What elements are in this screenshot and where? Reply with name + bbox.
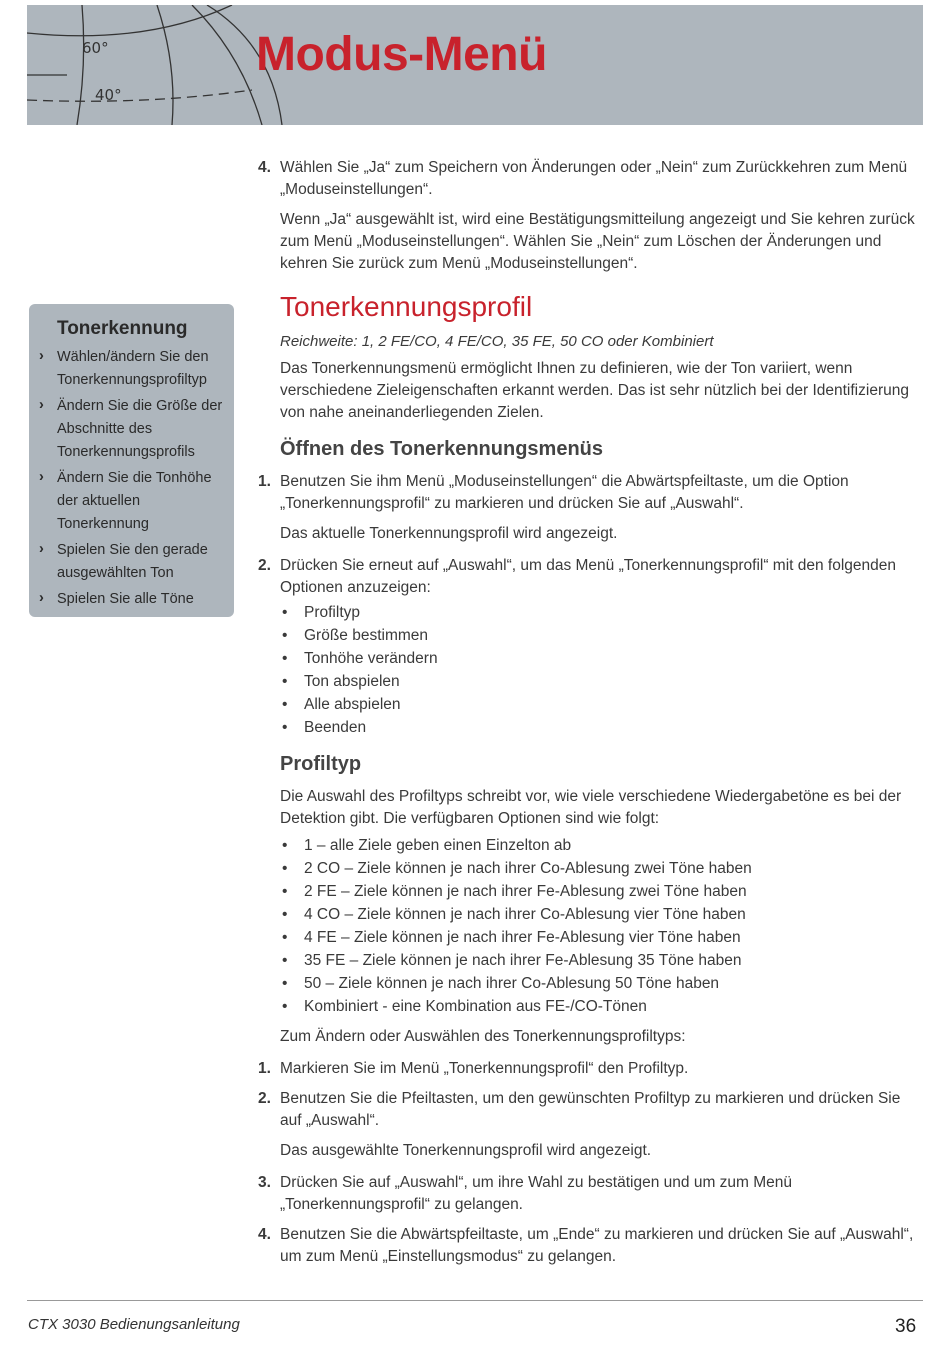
page-number: 36 [895, 1316, 917, 1337]
list-item: • Tonhöhe verändern [280, 647, 922, 670]
list-item: • 4 FE – Ziele können je nach ihrer Fe-Ablesung vier Töne haben [280, 926, 922, 949]
intro-step-4 [258, 157, 922, 201]
globe-latitude-60: 60° [82, 39, 109, 57]
change-step-3 [258, 1172, 922, 1216]
profile-type-heading: Profiltyp [280, 753, 362, 775]
step-text: Benutzen Sie die Pfeiltasten, um den gewünschten Profiltyp zu markieren und drücken Sie auf „Auswahl“. [280, 1090, 901, 1129]
list-item: • Profiltyp [280, 601, 922, 624]
main-content [258, 157, 922, 1276]
change-intro: Zum Ändern oder Auswählen des Tonerkennungsprofiltyps: [280, 1028, 686, 1045]
sidebar-item: › Ändern Sie die Tonhöhe der aktuellen Tonerkennung [29, 467, 224, 536]
list-item: • 50 – Ziele können je nach ihrer Co-Ablesung 50 Töne haben [280, 972, 922, 995]
list-item: • Alle abspielen [280, 693, 922, 716]
globe-latitude-40: 40° [95, 86, 122, 104]
step-number: 2. [258, 1090, 271, 1107]
globe-icon [27, 5, 287, 125]
list-item: • 1 – alle Ziele geben einen Einzelton ab [280, 834, 922, 857]
list-item: • Beenden [280, 716, 922, 739]
list-item: • 4 CO – Ziele können je nach ihrer Co-Ablesung vier Töne haben [280, 903, 922, 926]
footer-divider [27, 1300, 923, 1301]
open-step-2 [258, 555, 922, 599]
change-step-4 [258, 1224, 922, 1268]
step-text: Markieren Sie im Menü „Tonerkennungsprofil“ den Profiltyp. [280, 1060, 689, 1077]
step-text: Benutzen Sie die Abwärtspfeiltaste, um „Ende“ zu markieren und drücken Sie auf „Auswahl“, um zum Menü „Einstellungsmodus“ zu gelangen. [280, 1226, 914, 1265]
section-title: Tonerkennungsprofil [280, 291, 533, 322]
step-number: 3. [258, 1174, 271, 1191]
step-number: 1. [258, 1060, 271, 1077]
sidebar-item: › Wählen/ändern Sie den Tonerkennungsprofiltyp [29, 346, 224, 392]
sidebar-title: Tonerkennung [57, 318, 188, 339]
step-text: Wählen Sie „Ja“ zum Speichern von Änderungen oder „Nein“ zum Zurückkehren zum Menü „Moduseinstellungen“. [280, 159, 908, 198]
list-item: • 2 FE – Ziele können je nach ihrer Fe-Ablesung zwei Töne haben [280, 880, 922, 903]
list-item: • Kombiniert - eine Kombination aus FE-/CO-Tönen [280, 995, 922, 1018]
step-text: Drücken Sie auf „Auswahl“, um ihre Wahl zu bestätigen und um zum Menü „Tonerkennungsprofil“ zu gelangen. [280, 1174, 793, 1213]
step-number: 4. [258, 159, 271, 176]
profile-type-description: Die Auswahl des Profiltyps schreibt vor, wie viele verschiedene Wiedergabetöne es bei der Detektion gibt. Die verfügbaren Optionen sind wie folgt: [280, 788, 902, 827]
step-number: 2. [258, 557, 271, 574]
list-item: • Größe bestimmen [280, 624, 922, 647]
open-step-1 [258, 471, 922, 515]
open-step-1-note: Das aktuelle Tonerkennungsprofil wird angezeigt. [280, 525, 618, 542]
options-list [280, 601, 922, 739]
list-item: • 2 CO – Ziele können je nach ihrer Co-Ablesung zwei Töne haben [280, 857, 922, 880]
intro-step-4-note: Wenn „Ja“ ausgewählt ist, wird eine Bestätigungsmitteilung angezeigt und Sie kehren zurück zum Menü „Moduseinstellungen“. Wählen Sie „Nein“ zum Löschen der Änderungen und kehren Sie zurück zum Menü „Moduseinstellungen“. [280, 211, 915, 272]
sidebar-box [29, 304, 234, 617]
change-step-1 [258, 1058, 922, 1080]
page-header [27, 5, 923, 125]
step-text: Benutzen Sie ihm Menü „Moduseinstellungen“ die Abwärtspfeiltaste, um die Option „Tonerkennungsprofil“ zu markieren und drücken Sie auf „Auswahl“. [280, 473, 849, 512]
sidebar-list [29, 346, 224, 611]
profile-types-list [280, 834, 922, 1018]
footer-manual-title: CTX 3030 Bedienungsanleitung [28, 1316, 240, 1333]
sidebar-item: › Ändern Sie die Größe der Abschnitte des Tonerkennungsprofils [29, 395, 224, 464]
change-step-2 [258, 1088, 922, 1132]
step-number: 1. [258, 473, 271, 490]
sidebar-item: › Spielen Sie alle Töne [29, 588, 224, 611]
open-menu-heading: Öffnen des Tonerkennungsmenüs [280, 438, 603, 460]
section-range: Reichweite: 1, 2 FE/CO, 4 FE/CO, 35 FE, 50 CO oder Kombiniert [280, 333, 714, 350]
section-description: Das Tonerkennungsmenü ermöglicht Ihnen zu definieren, wie der Ton variiert, wenn verschiedene Zieleigenschaften erkannt werden. Das ist sehr nützlich bei der Identifizierung von nahe aneinanderliegenden Zielen. [280, 360, 909, 421]
page-title: Modus-Menü [256, 28, 547, 81]
list-item: • Ton abspielen [280, 670, 922, 693]
step-text: Drücken Sie erneut auf „Auswahl“, um das Menü „Tonerkennungsprofil“ mit den folgenden Optionen anzuzeigen: [280, 557, 897, 596]
sidebar-item: › Spielen Sie den gerade ausgewählten Ton [29, 539, 224, 585]
step-number: 4. [258, 1226, 271, 1243]
change-step-2-note: Das ausgewählte Tonerkennungsprofil wird angezeigt. [280, 1142, 652, 1159]
list-item: • 35 FE – Ziele können je nach ihrer Fe-Ablesung 35 Töne haben [280, 949, 922, 972]
